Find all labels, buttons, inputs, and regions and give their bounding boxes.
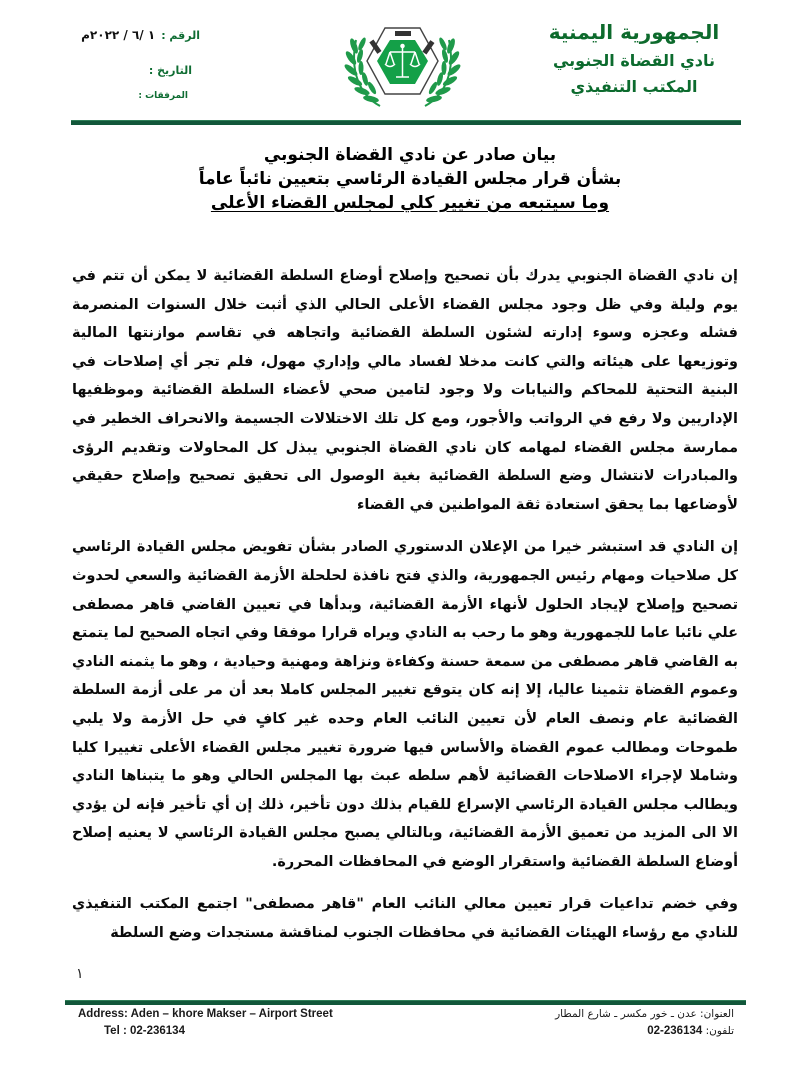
emblem-text-top	[395, 31, 411, 36]
statement-title	[120, 143, 700, 215]
country-name: الجمهورية اليمنية	[548, 20, 720, 44]
title-line-3: وما سيتبعه من تغيير كلي لمجلس القضاء الأعلى	[210, 193, 610, 213]
date-row	[80, 64, 192, 77]
document-meta	[80, 28, 200, 101]
office-name: المكتب التنفيذي	[570, 77, 698, 96]
reference-label: الرقم :	[161, 29, 200, 42]
paragraph: إن نادي القضاة الجنوبي يدرك بأن تصحيح وإصلاح أوضاع السلطة القضائية لا يمكن أن تتم في يوم وليلة وفي ظل وجود مجلس القضاء الأعلى الحالي الذي أثبت خلال السنوات المنصرمة فشله وعجزه وسوء إدارته لشئون السلطة القضائية واتجاهه في تقاسم موازنتها المالية وتوزيعها على هيئاته والتي كانت مدخلا لفساد مالي وإداري مهول، فلم تجر أي إصلاحات في البنية التحتية للمحاكم والنيابات ولا وجود لتامين صحي لأعضاء السلطة القضائية وموظفيها الإداريين ولا رفع في الرواتب والأجور، ومع كل تلك الاختلالات الجسيمة والانحراف الخطير في ممارسة مجلس القضاء لمهامه كان نادي القضاة الجنوبي يبذل كل المحاولات وتقديم الرؤى والمبادرات لانتشال وضع السلطة القضائية بغية الوصول الى تحقيق تصحيح وإصلاح حقيقي لأوضاعها بما يحقق استعادة ثقة المواطنين في القضاء	[72, 268, 738, 513]
footer-address-ar	[555, 1006, 734, 1040]
judges-club-logo	[340, 14, 465, 114]
paragraph: وفي خضم تداعيات قرار تعيين معالي النائب العام "قاهر مصطفى" اجتمع المكتب التنفيذي للنادي مع رؤساء الهيئات القضائية في محافظات الجنوب لمناقشة مستجدات وضع السلطة	[72, 896, 738, 942]
title-line-1: بيان صادر عن نادي القضاة الجنوبي	[263, 145, 557, 165]
letterhead-title	[534, 18, 734, 100]
reference-value: ١ /٦ / ٢٠٢٢م	[81, 28, 156, 42]
phone-en: Tel : 02-236134	[104, 1025, 185, 1037]
page-number: ١	[76, 966, 84, 982]
letterhead	[0, 0, 812, 125]
title-line-2: بشأن قرار مجلس القيادة الرئاسي بتعيين نائباً عاماً	[198, 169, 622, 189]
statement-body	[72, 262, 738, 962]
address-ar: العنوان: عدن ـ خور مكسر ـ شارع المطار	[555, 1008, 734, 1020]
paragraph: إن النادي قد استبشر خيرا من الإعلان الدستوري الصادر بشأن تفويض مجلس القيادة الرئاسي كل صلاحيات ومهام رئيس الجمهورية، والذي فتح نافذة لحلحلة الأزمة القضائية والسعي لحدوث تصحيح وإصلاح لإيجاد الحلول لأنهاء الأزمة القضائية، وبدأها في تعيين القاضي قاهر مصطفى علي نائبا عاما للجمهورية وهو ما رحب به النادي ويراه قرارا موفقا وفي اتجاه الصحيح لما يتمتع به القاضي قاهر مصطفى من سمعة حسنة وكفاءة ونزاهة ومهنية وحيادية ، وهو ما يثمنه النادي وعموم القضاة تثمينا عاليا، إلا إنه كان يتوقع تغيير المجلس كاملا بعد أن مر على أزمة السلطة القضائية عام ونصف العام لأن تعيين النائب العام وحده غير كافٍ في حل الأزمة ولا يلبي طموحات ومطالب عموم القضاة والأساس فيها ضرورة تغيير مجلس القضاء الأعلى تغييرا كليا وشاملا لإجراء الاصلاحات القضائية لأهم سلطه عبث بها المجلس الحالي وهو ما يتبناها النادي ويطالب مجلس القيادة الرئاسي الإسراع للقيام بذلك دون تأخير، ذلك إن أي تأخير فإنه لن يؤدي الا الى المزيد من تعميق الأزمة القضائية، وبالتالي يصبح مجلس القيادة الرئاسي لا يعنيه إصلاح أوضاع السلطة القضائية واستقرار الوضع في المحافظات المحررة.	[72, 539, 738, 870]
attachments-label: المرفقات :	[138, 91, 188, 101]
phone-ar-label: تلفون:	[705, 1025, 734, 1037]
footer-divider	[65, 1000, 746, 1005]
scales-of-justice-emblem-icon	[340, 14, 465, 114]
address-en: Address: Aden – khore Makser – Airport Street	[78, 1008, 333, 1020]
organization-name: نادي القضاة الجنوبي	[552, 51, 716, 70]
footer-address-en	[78, 1006, 333, 1040]
attachments-row	[80, 91, 188, 101]
phone-ar	[555, 1023, 734, 1040]
phone-ar-value: 02-236134	[647, 1025, 703, 1037]
reference-row	[80, 28, 200, 42]
date-label: التاريخ :	[148, 64, 192, 77]
header-divider	[71, 120, 741, 125]
